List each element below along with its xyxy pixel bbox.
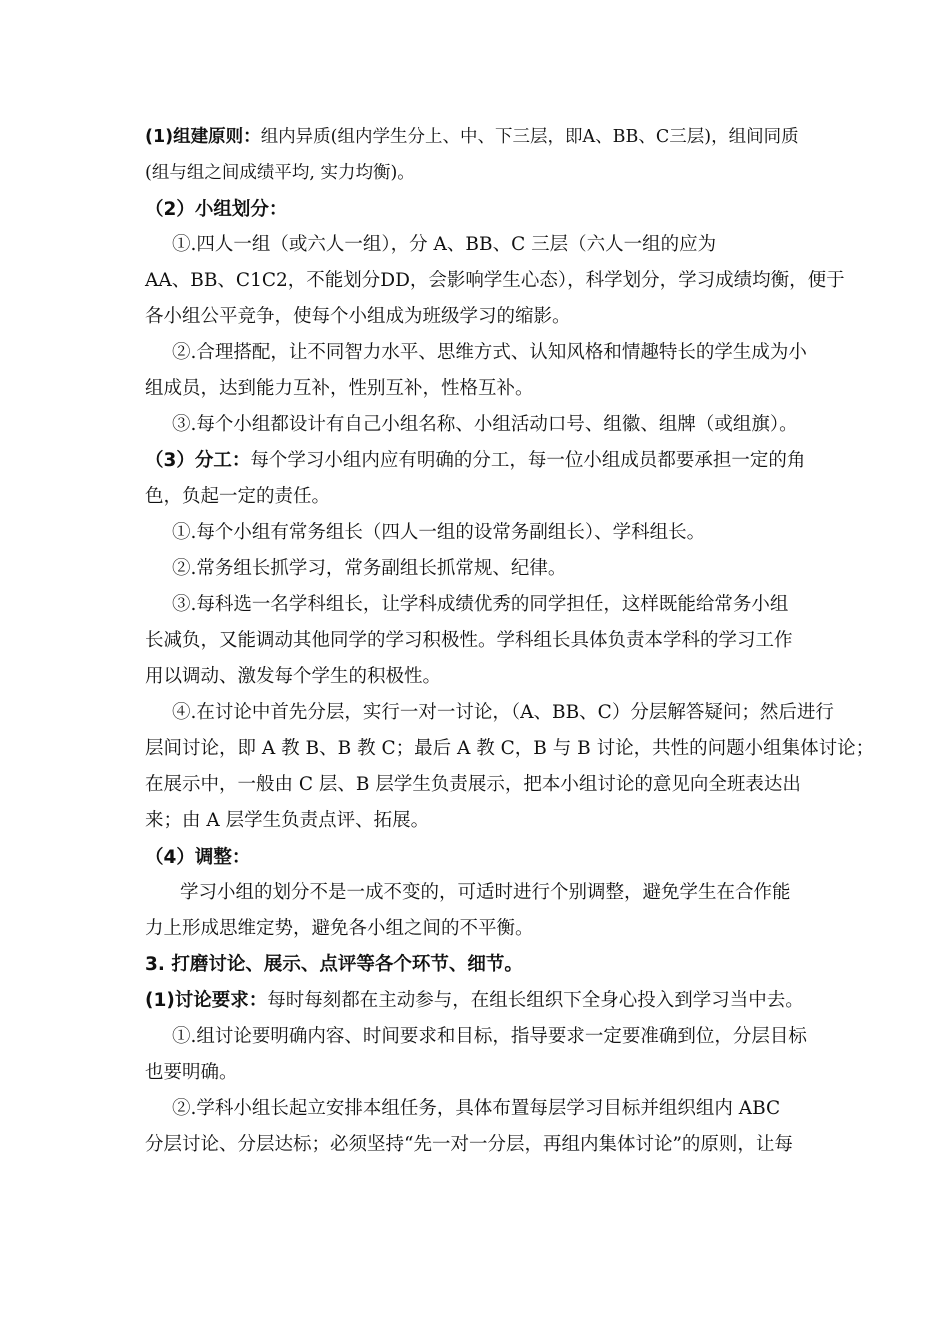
text-line xyxy=(145,916,825,942)
line-text: ③.每科选一名学科组长，让学科成绩优秀的同学担任，这样既能给常务小组 xyxy=(172,594,789,615)
line-text: 每个学习小组内应有明确的分工，每一位小组成员都要承担一定的角 xyxy=(250,450,806,471)
heading: 3. 打磨讨论、展示、点评等各个环节、细节。 xyxy=(145,954,523,975)
line-text: 来；由 A 层学生负责点评、拓展。 xyxy=(145,810,430,831)
line-text: (组与组之间成绩平均, 实力均衡)。 xyxy=(145,163,415,183)
line-text: 色，负起一定的责任。 xyxy=(145,486,331,507)
text-line xyxy=(145,124,825,150)
text-line xyxy=(145,845,825,871)
line-text: 组成员，达到能力互补，性别互补，性格互补。 xyxy=(145,378,534,399)
line-text: 长减负，又能调动其他同学的学习积极性。学科组长具体负责本学科的学习工作 xyxy=(145,630,793,651)
line-text: ②.学科小组长起立安排本组任务，具体布置每层学习目标并组织组内 ABC xyxy=(172,1098,781,1119)
text-line xyxy=(145,376,825,402)
heading: （3）分工： xyxy=(145,450,251,471)
line-text: ②.常务组长抓学习，常务副组长抓常规、纪律。 xyxy=(172,558,567,579)
line-text: 各小组公平竞争，使每个小组成为班级学习的缩影。 xyxy=(145,306,571,327)
text-line xyxy=(180,880,860,906)
text-line xyxy=(145,952,825,978)
text-line xyxy=(145,448,825,474)
text-line xyxy=(145,628,825,654)
text-line xyxy=(145,772,825,798)
text-line xyxy=(172,1024,852,1050)
text-line xyxy=(172,1096,852,1122)
text-line xyxy=(172,700,852,726)
heading: （4）调整： xyxy=(145,847,251,868)
text-line xyxy=(145,736,875,762)
line-text: ①.四人一组（或六人一组），分 A、BB、C 三层（六人一组的应为 xyxy=(172,234,717,255)
line-text: ①.每个小组有常务组长（四人一组的设常务副组长）、学科组长。 xyxy=(172,522,706,543)
text-line xyxy=(145,808,825,834)
line-text: 用以调动、激发每个学生的积极性。 xyxy=(145,666,442,687)
text-line xyxy=(172,412,852,438)
text-line xyxy=(172,232,852,258)
line-text: 组内异质(组内学生分上、中、下三层，即A、BB、C三层)，组间同质 xyxy=(260,127,799,147)
heading: (1)组建原则： xyxy=(145,127,261,147)
text-line xyxy=(145,1132,825,1158)
text-line xyxy=(172,520,852,546)
line-text: 分层讨论、分层达标；必须坚持“先一对一分层，再组内集体讨论”的原则，让每 xyxy=(145,1134,793,1155)
heading: （2）小组划分： xyxy=(145,199,288,220)
line-text: AA、BB、C1C2，不能划分DD，会影响学生心态），科学划分，学习成绩均衡，便于 xyxy=(145,270,845,291)
line-text: 每时每刻都在主动参与，在组长组织下全身心投入到学习当中去。 xyxy=(267,990,804,1011)
text-line xyxy=(145,197,825,223)
heading: (1)讨论要求： xyxy=(145,990,268,1011)
line-text: 层间讨论，即 A 教 B、B 教 C；最后 A 教 C，B 与 B 讨论，共性的问题小组集体讨论； xyxy=(145,738,875,759)
text-line xyxy=(145,664,825,690)
text-line xyxy=(145,484,825,510)
text-line xyxy=(145,304,825,330)
text-line xyxy=(145,268,845,294)
text-line xyxy=(172,556,852,582)
line-text: 也要明确。 xyxy=(145,1062,238,1083)
text-line xyxy=(145,160,825,186)
line-text: 力上形成思维定势，避免各小组之间的不平衡。 xyxy=(145,918,534,939)
text-line xyxy=(145,1060,825,1086)
line-text: ④.在讨论中首先分层，实行一对一讨论，（A、BB、C）分层解答疑问；然后进行 xyxy=(172,702,834,723)
line-text: ①.组讨论要明确内容、时间要求和目标，指导要求一定要准确到位，分层目标 xyxy=(172,1026,807,1047)
line-text: ②.合理搭配，让不同智力水平、思维方式、认知风格和情趣特长的学生成为小 xyxy=(172,342,807,363)
text-line xyxy=(172,592,852,618)
line-text: 在展示中，一般由 C 层、B 层学生负责展示，把本小组讨论的意见向全班表达出 xyxy=(145,774,801,795)
line-text: 学习小组的划分不是一成不变的，可适时进行个别调整，避免学生在合作能 xyxy=(180,882,791,903)
text-line xyxy=(172,340,852,366)
line-text: ③.每个小组都设计有自己小组名称、小组活动口号、组徽、组牌（或组旗）。 xyxy=(172,414,798,435)
text-line xyxy=(145,988,825,1014)
